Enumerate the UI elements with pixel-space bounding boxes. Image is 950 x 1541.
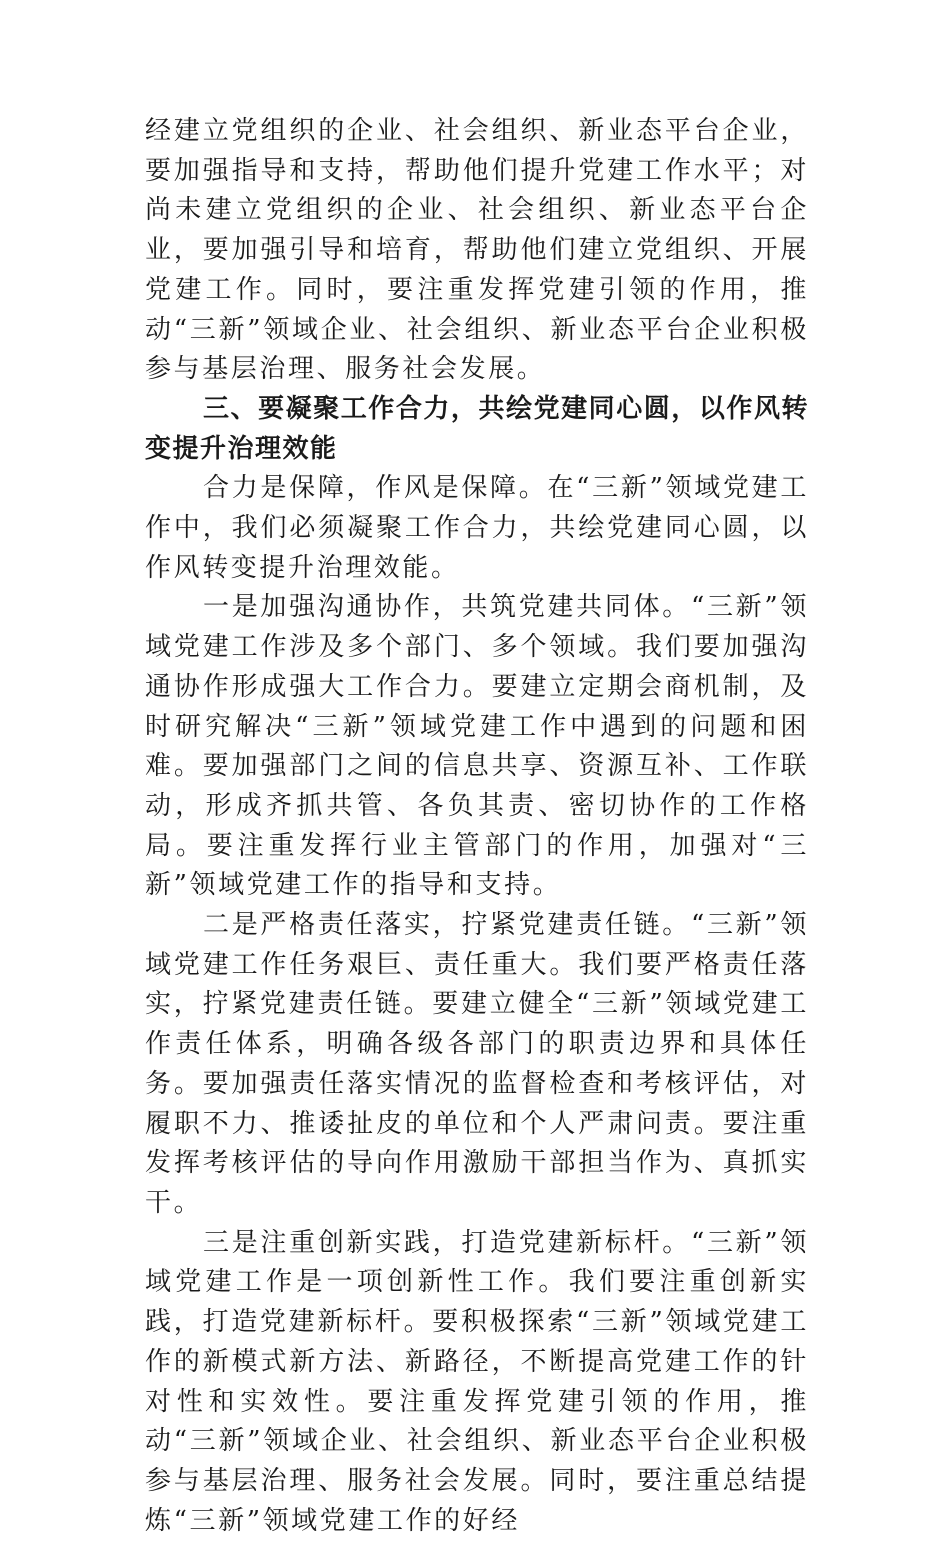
paragraph-point-one: 一是加强沟通协作，共筑党建共同体。“三新”领域党建工作涉及多个部门、多个领域。我们要加强沟通协作形成强大工作合力。要建立定期会商机制，及时研究解决“三新”领域党建工作中遇到的问题和困难。要加强部门之间的信息共享、资源互补、工作联动，形成齐抓共管、各负其责、密切协作的工作格局。要注重发挥行业主管部门的作用，加强对“三新”领域党建工作的指导和支持。: [145, 592, 809, 901]
paragraph-point-three: 三是注重创新实践，打造党建新标杆。“三新”领域党建工作是一项创新性工作。我们要注重创新实践，打造党建新标杆。要积极探索“三新”领域党建工作的新模式新方法、新路径，不断提高党建工作的针对性和实效性。要注重发挥党建引领的作用，推动“三新”领域企业、社会组织、新业态平台企业积极参与基层治理、服务社会发展。同时，要注重总结提炼“三新”领域党建工作的好经: [145, 1227, 809, 1536]
paragraph-point-two: 二是严格责任落实，拧紧党建责任链。“三新”领域党建工作任务艰巨、责任重大。我们要严格责任落实，拧紧党建责任链。要建立健全“三新”领域党建工作责任体系，明确各级各部门的职责边界和具体任务。要加强责任落实情况的监督检查和考核评估，对履职不力、推诿扯皮的单位和个人严肃问责。要注重发挥考核评估的导向作用激励干部担当作为、真抓实干。: [145, 910, 809, 1218]
paragraph-continuation: 经建立党组织的企业、社会组织、新业态平台企业，要加强指导和支持，帮助他们提升党建工作水平；对尚未建立党组织的企业、社会组织、新业态平台企业，要加强引导和培育，帮助他们建立党组织、开展党建工作。同时，要注重发挥党建引领的作用，推动“三新”领域企业、社会组织、新业态平台企业积极参与基层治理、服务社会发展。: [145, 116, 809, 385]
paragraph-intro: 合力是保障，作风是保障。在“三新”领域党建工作中，我们必须凝聚工作合力，共绘党建同心圆，以作风转变提升治理效能。: [145, 473, 809, 583]
document-body: [145, 112, 809, 1541]
section-heading: 三、要凝聚工作合力，共绘党建同心圆，以作风转变提升治理效能: [145, 393, 809, 464]
